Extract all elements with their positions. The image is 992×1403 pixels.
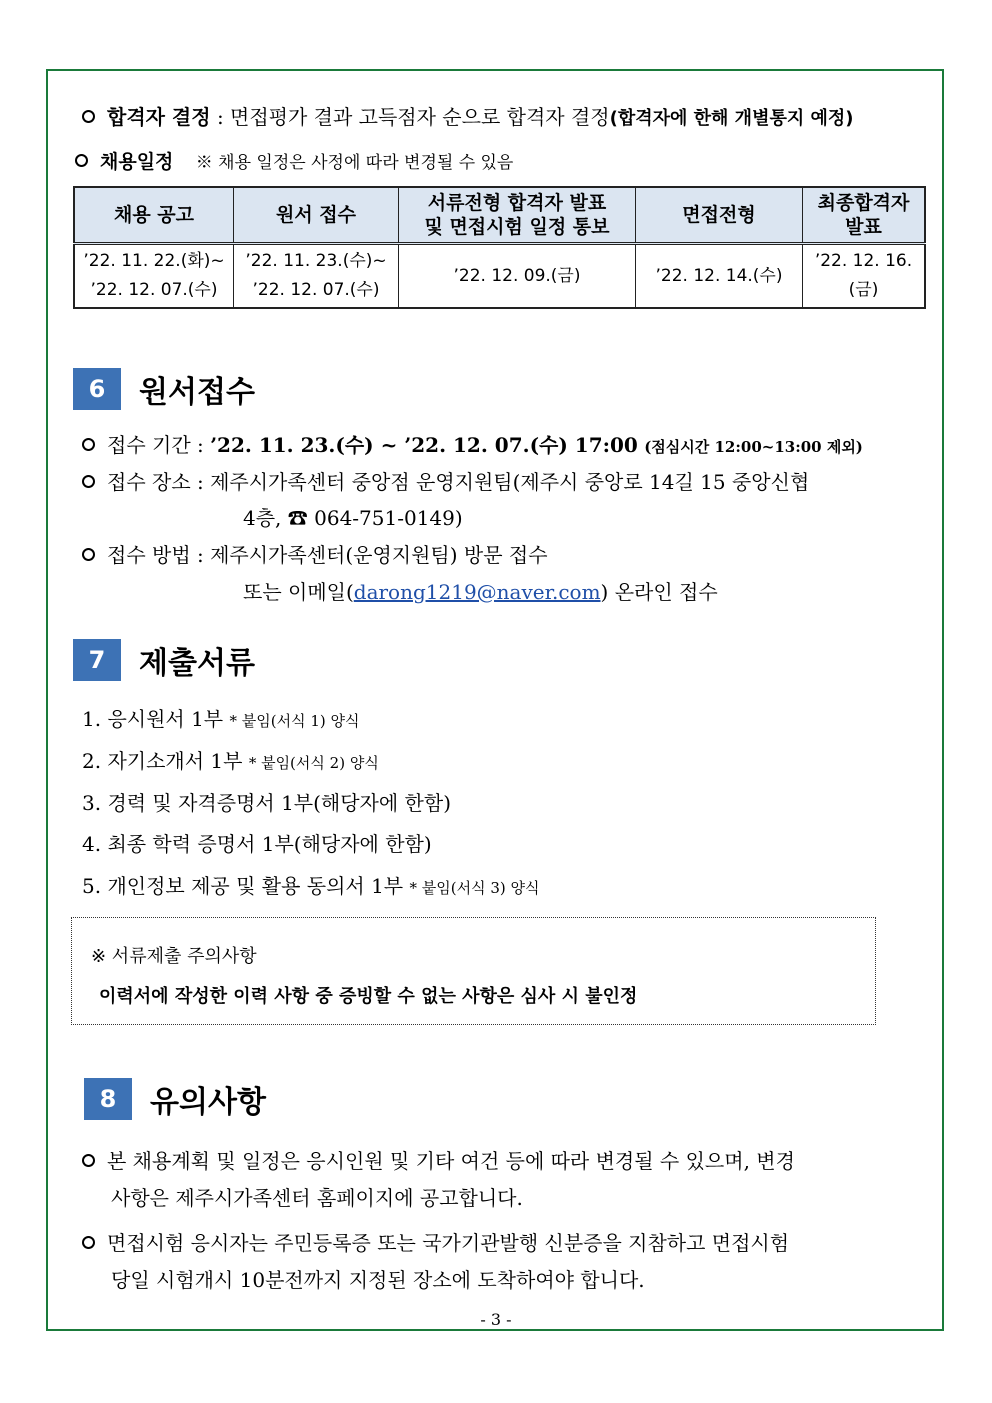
list-item: 5. 개인정보 제공 및 활용 동의서 1부 * 붙임(서식 3) 양식 bbox=[82, 874, 540, 898]
schedule-label: 채용일정 bbox=[100, 151, 174, 173]
caution-title: ※ 서류제출 주의사항 bbox=[91, 946, 257, 967]
method-email-line bbox=[243, 576, 718, 605]
list-item: 1. 응시원서 1부 * 붙임(서식 1) 양식 bbox=[82, 707, 360, 731]
section-title: 유의사항 bbox=[150, 1085, 266, 1120]
list-item: 2. 자기소개서 1부 * 붙임(서식 2) 양식 bbox=[82, 749, 379, 773]
section-7-heading bbox=[73, 638, 255, 682]
email-link[interactable]: darong1219@naver.com bbox=[353, 580, 601, 604]
list-item: 4. 최종 학력 증명서 1부(해당자에 한함) bbox=[82, 832, 432, 856]
result-text: : 면접평가 결과 고득점자 순으로 합격자 결정 bbox=[216, 105, 610, 129]
table-header: 채용 공고 bbox=[74, 187, 234, 244]
caution-box bbox=[71, 917, 876, 1025]
place-label: 접수 장소 : bbox=[107, 470, 204, 494]
table-header: 서류전형 합격자 발표 및 면접시험 일정 통보 bbox=[399, 187, 636, 244]
method-prefix: 또는 이메일( bbox=[243, 580, 354, 604]
notice-1: 본 채용계획 및 일정은 응시인원 및 기타 여건 등에 따라 변경될 수 있으며, 변경 bbox=[82, 1145, 795, 1174]
method-line bbox=[82, 539, 548, 568]
schedule-table bbox=[73, 186, 926, 309]
caution-text: 이력서에 작성한 이력 사항 중 증빙할 수 없는 사항은 심사 시 불인정 bbox=[99, 986, 638, 1007]
table-header-row bbox=[74, 187, 925, 244]
table-cell: ’22. 12. 14.(수) bbox=[636, 244, 803, 309]
period-value: ’22. 11. 23.(수) ~ ’22. 12. 07.(수) 17:00 bbox=[210, 433, 638, 457]
notice-1-cont: 사항은 제주시가족센터 홈페이지에 공고합니다. bbox=[111, 1186, 523, 1210]
bullet-icon bbox=[82, 110, 95, 123]
table-cell: ’22. 11. 23.(수)~ ’22. 12. 07.(수) bbox=[234, 244, 399, 309]
place-value-2: 4층, ☎ 064-751-0149) bbox=[243, 506, 463, 530]
section-title: 원서접수 bbox=[139, 375, 255, 410]
table-header: 면접전형 bbox=[636, 187, 803, 244]
period-label: 접수 기간 : bbox=[107, 433, 204, 457]
method-value: 제주시가족센터(운영지원팀) 방문 접수 bbox=[210, 543, 548, 567]
method-suffix: ) 온라인 접수 bbox=[600, 580, 718, 604]
place-value: 제주시가족센터 중앙점 운영지원팀(제주시 중앙로 14길 15 중앙신협 bbox=[210, 470, 810, 494]
bullet-icon bbox=[82, 438, 95, 451]
page-number: - 3 - bbox=[480, 1310, 512, 1329]
bullet-icon bbox=[82, 475, 95, 488]
schedule-note: ※ 채용 일정은 사정에 따라 변경될 수 있음 bbox=[195, 153, 514, 173]
list-item: 3. 경력 및 자격증명서 1부(해당자에 한함) bbox=[82, 791, 451, 815]
table-header: 최종합격자 발표 bbox=[803, 187, 926, 244]
bullet-icon bbox=[82, 1154, 95, 1167]
place-line bbox=[82, 466, 809, 495]
result-line bbox=[82, 101, 854, 130]
method-label: 접수 방법 : bbox=[107, 543, 204, 567]
period-note: (점심시간 12:00~13:00 제외) bbox=[644, 438, 863, 456]
section-number: 8 bbox=[84, 1078, 132, 1120]
schedule-heading bbox=[75, 147, 513, 174]
bullet-icon bbox=[82, 1236, 95, 1249]
table-header: 원서 접수 bbox=[234, 187, 399, 244]
bullet-icon bbox=[82, 548, 95, 561]
table-row bbox=[74, 244, 925, 309]
table-cell: ’22. 12. 09.(금) bbox=[399, 244, 636, 309]
result-note: (합격자에 한해 개별통지 예정) bbox=[609, 108, 854, 129]
section-number: 7 bbox=[73, 639, 121, 681]
notice-2-cont: 당일 시험개시 10분전까지 지정된 장소에 도착하여야 합니다. bbox=[111, 1268, 645, 1292]
section-6-heading bbox=[73, 367, 255, 411]
section-title: 제출서류 bbox=[139, 646, 255, 681]
bullet-icon bbox=[75, 154, 88, 167]
table-cell: ’22. 12. 16.(금) bbox=[803, 244, 926, 309]
result-label: 합격자 결정 bbox=[107, 105, 211, 129]
notice-2: 면접시험 응시자는 주민등록증 또는 국가기관발행 신분증을 지참하고 면접시험 bbox=[82, 1227, 789, 1256]
section-8-heading bbox=[84, 1077, 266, 1121]
table-cell: ’22. 11. 22.(화)~ ’22. 12. 07.(수) bbox=[74, 244, 234, 309]
section-number: 6 bbox=[73, 368, 121, 410]
period-line bbox=[82, 429, 863, 458]
